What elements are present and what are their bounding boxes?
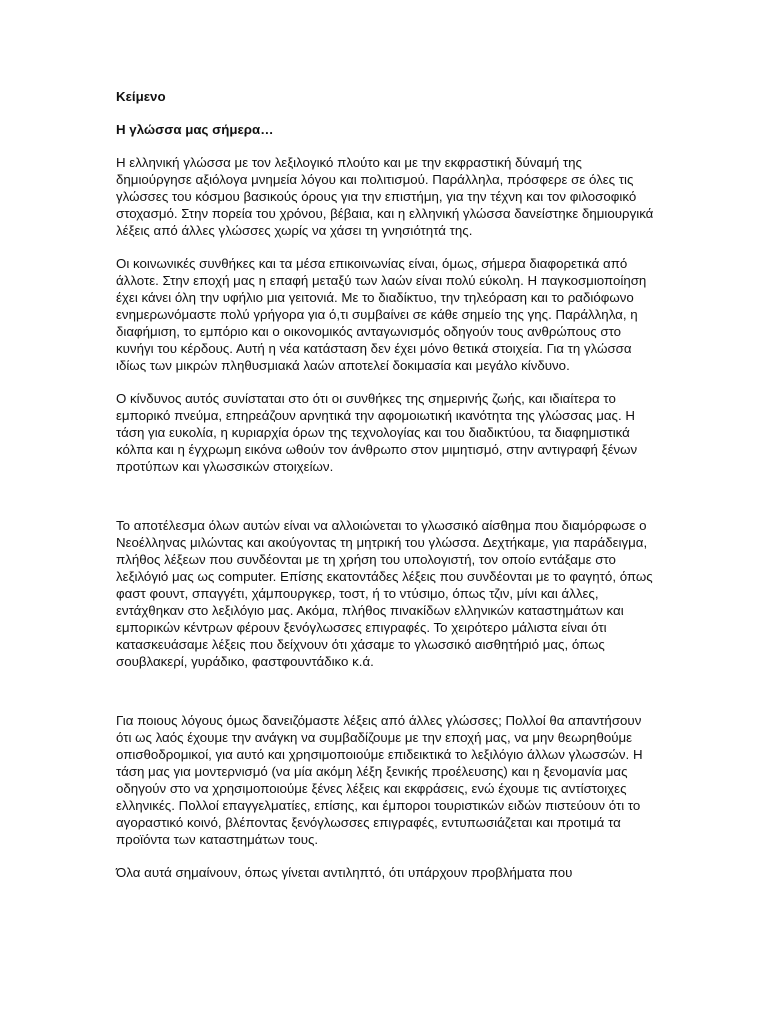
paragraph-3: Ο κίνδυνος αυτός συνίσταται στο ότι οι συνθήκες της σημερινής ζωής, και ιδιαίτερα το εμπορικό πνεύμα, επηρεάζουν αρνητικά την αφομοιωτική ικανότητα της γλώσσας μας. Η τάση για ευκολία, η κυριαρχία όρων της τεχνολογίας και του διαδικτύου, τα διαφημιστικά κόλπα και η έγχρωμη εικόνα ωθούν τον άνθρωπο στον μιμητισμό, στην αντιγραφή ξένων προτύπων και γλωσσικών στοιχείων. <box>116 391 638 474</box>
document-page <box>116 88 656 897</box>
paragraph-6: Όλα αυτά σημαίνουν, όπως γίνεται αντιληπτό, ότι υπάρχουν προβλήματα που <box>116 865 573 880</box>
paragraph-5: Για ποιους λόγους όμως δανειζόμαστε λέξεις από άλλες γλώσσες; Πολλοί θα απαντήσουν ότι ως λαός έχουμε την ανάγκη να συμβαδίζουμε με την εποχή μας, να μην θεωρηθούμε οπισθοδρομικοί, για αυτό και χρησιμοποιούμε επιδεικτικά το λεξιλόγιο άλλων γλωσσών. Η τάση μας για μοντερνισμό (να μία ακόμη λέξη ξενικής προέλευσης) και η ξενομανία μας οδηγούν στο να χρησιμοποιούμε ξένες λέξεις και εκφράσεις, ενώ έχουμε τις αντίστοιχες ελληνικές. Πολλοί επαγγελματίες, επίσης, και έμποροι τουριστικών ειδών πιστεύουν ότι το αγοραστικό κοινό, βλέποντας ξενόγλωσσες επιγραφές, εντυπωσιάζεται και προτιμά τα προϊόντα των καταστημάτων τους. <box>116 713 643 847</box>
paragraph-4: Το αποτέλεσμα όλων αυτών είναι να αλλοιώνεται το γλωσσικό αίσθημα που διαμόρφωσε ο Νεοέλληνας μιλώντας και ακούγοντας τη μητρική του γλώσσα. Δεχτήκαμε, για παράδειγμα, πλήθος λέξεων που συνδέονται με τη χρήση του υπολογιστή, τον οποίο εντάξαμε στο λεξιλόγιό μας ως computer. Επίσης εκατοντάδες λέξεις που συνδέονται με το φαγητό, όπως φαστ φουντ, σπαγγέτι, χάμπουργκερ, τοστ, ή το ντύσιμο, όπως τζιν, μίνι και άλλες, εντάχθηκαν στο λεξιλόγιο μας. Ακόμα, πλήθος πινακίδων ελληνικών καταστημάτων και εμπορικών κέντρων φέρουν ξενόγλωσσες επιγραφές. Το χειρότερο μάλιστα είναι ότι κατασκευάσαμε λέξεις που δείχνουν ότι χάσαμε το γλωσσικό αισθητήριό μας, όπως σουβλακερί, γυράδικο, φαστφουντάδικο κ.ά. <box>116 518 653 669</box>
document-title: Η γλώσσα μας σήμερα… <box>116 122 274 137</box>
paragraph-2: Οι κοινωνικές συνθήκες και τα μέσα επικοινωνίας είναι, όμως, σήμερα διαφορετικά από άλλοτε. Στην εποχή μας η επαφή μεταξύ των λαών είναι πολύ εύκολη. Η παγκοσμιοποίηση έχει κάνει όλη την υφήλιο μια γειτονιά. Με το διαδίκτυο, την τηλεόραση και το ραδιόφωνο ενημερωνόμαστε πολύ γρήγορα για ό,τι συμβαίνει σε κάθε σημείο της γης. Παράλληλα, η διαφήμιση, το εμπόριο και ο οικονομικός ανταγωνισμός οδηγούν τους ανθρώπους στο κυνήγι του κέρδους. Αυτή η νέα κατάσταση δεν έχει μόνο θετικά στοιχεία. Για τη γλώσσα ιδίως των μικρών πληθυσμιακά λαών αποτελεί δοκιμασία και μεγάλο κίνδυνο. <box>116 256 647 373</box>
document-label: Κείμενο <box>116 89 166 104</box>
paragraph-1: Η ελληνική γλώσσα με τον λεξιλογικό πλούτο και με την εκφραστική δύναμή της δημιούργησε αξιόλογα μνημεία λόγου και πολιτισμού. Παράλληλα, πρόσφερε σε όλες τις γλώσσες του κόσμου βασικούς όρους για την επιστήμη, για την τέχνη και τον φιλοσοφικό στοχασμό. Στην πορεία του χρόνου, βέβαια, και η ελληνική γλώσσα δανείστηκε δημιουργικά λέξεις από άλλες γλώσσες χωρίς να χάσει τη γνησιότητά της. <box>116 155 654 238</box>
